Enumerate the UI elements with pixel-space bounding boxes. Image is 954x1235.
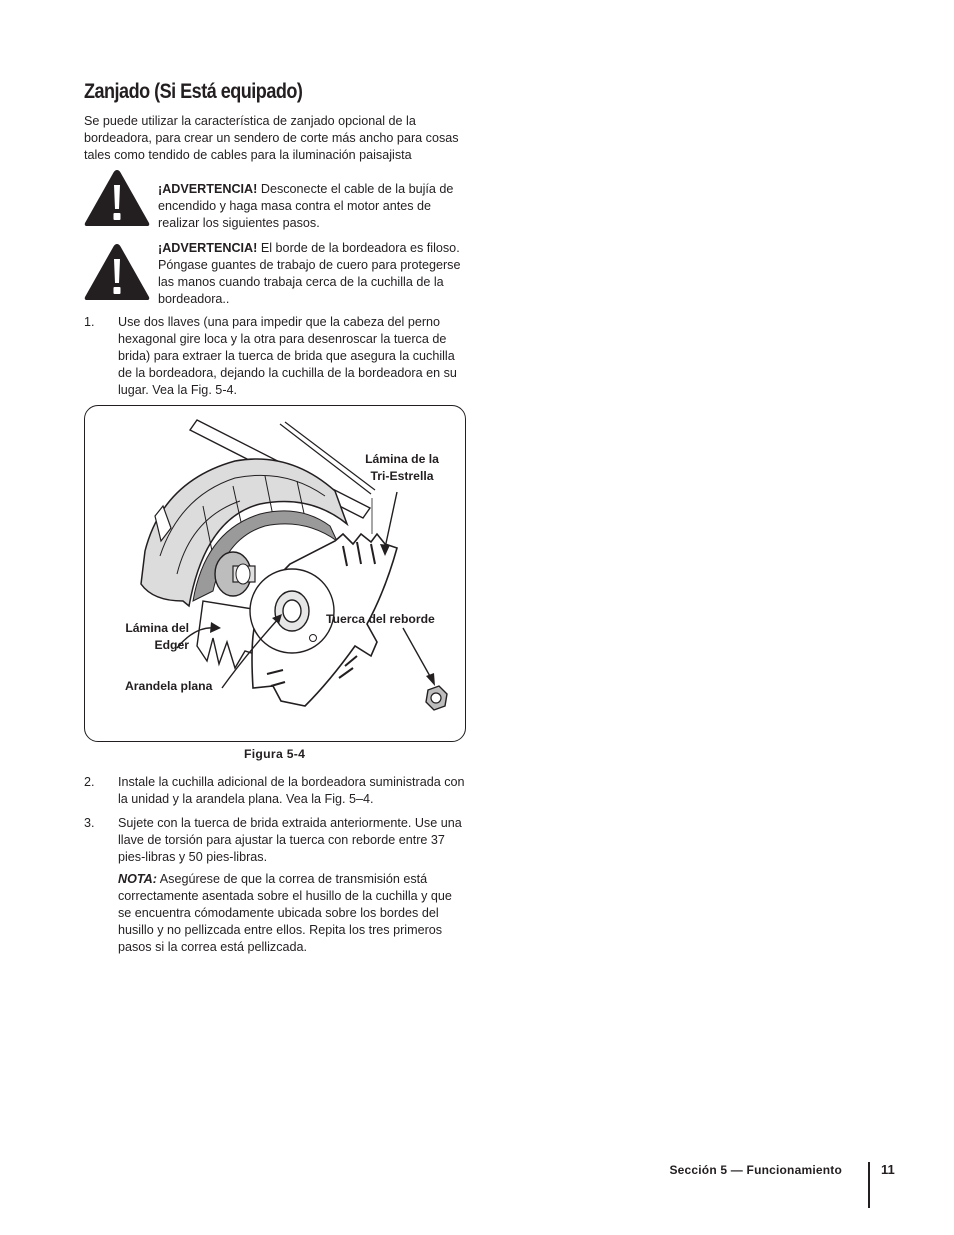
label-tri-star-line1: Lámina de la bbox=[365, 452, 439, 466]
warning-text-1 bbox=[158, 181, 470, 232]
figure-5-4 bbox=[84, 405, 466, 742]
footer-divider bbox=[868, 1162, 870, 1208]
label-flange-nut: Tuerca del reborde bbox=[326, 612, 435, 626]
label-edger-line1: Lámina del bbox=[125, 621, 189, 635]
warning-label-1: ¡ADVERTENCIA! bbox=[158, 182, 258, 196]
warning-triangle-icon bbox=[83, 242, 151, 302]
label-edger-blade bbox=[109, 620, 189, 654]
step-number-1: 1. bbox=[84, 315, 95, 329]
step-text-2: Instale la cuchilla adicional de la bordeadora suministrada con la unidad y la arandela plana. Vea la Fig. 5–4. bbox=[118, 775, 465, 806]
warning-body-1: Desconecte el cable de la bujía de encendido y haga masa contra el motor antes de realizar los siguientes pasos. bbox=[158, 182, 454, 230]
note-paragraph bbox=[118, 871, 468, 956]
warning-body-2: El borde de la bordeadora es filoso. Póngase guantes de trabajo de cuero para protegerse las manos cuando trabaja cerca de la cuchilla de la bordeadora.. bbox=[158, 241, 461, 306]
label-edger-line2: Edger bbox=[154, 638, 189, 652]
warning-triangle-icon bbox=[83, 168, 151, 228]
page-number: 11 bbox=[881, 1162, 895, 1177]
label-tri-star-line2: Tri-Estrella bbox=[370, 469, 434, 483]
label-flat-washer: Arandela plana bbox=[125, 679, 213, 693]
note-label: NOTA: bbox=[118, 872, 157, 886]
step-text-3: Sujete con la tuerca de brida extraida anteriormente. Use una llave de torsión para ajustar la tuerca con reborde entre 37 pies-libras y 50 pies-libras. bbox=[118, 816, 462, 864]
intro-paragraph: Se puede utilizar la característica de zanjado opcional de la bordeadora, para crear un sendero de corte más ancho para cosas tales como tendido de cables para la iluminación paisajista bbox=[84, 114, 459, 162]
step-number-3: 3. bbox=[84, 816, 95, 830]
step-number-2: 2. bbox=[84, 775, 95, 789]
warning-text-2 bbox=[158, 240, 470, 308]
section-title: Zanjado (Si Está equipado) bbox=[84, 80, 303, 103]
figure-caption: Figura 5-4 bbox=[244, 747, 306, 761]
step-text-1: Use dos llaves (una para impedir que la cabeza del perno hexagonal gire loca y la otra para desenroscar la tuerca de brida) para extraer la tuerca de brida que asegura la cuchilla de la bordeadora, dejando la cuchilla de la bordeadora en su lugar. Vea la Fig. 5-4. bbox=[118, 315, 457, 397]
warning-label-2: ¡ADVERTENCIA! bbox=[158, 241, 258, 255]
label-tri-star-blade bbox=[357, 451, 447, 485]
footer-section-title: Sección 5 — Funcionamiento bbox=[669, 1163, 842, 1177]
note-body: Asegúrese de que la correa de transmisión está correctamente asentada sobre el husillo de la cuchilla y que se encuentra cómodamente ubicada sobre los bordes del husillo y no pellizcada entre ellos. Repita los tres primeros pasos si la correa está pellizcada. bbox=[118, 872, 452, 954]
